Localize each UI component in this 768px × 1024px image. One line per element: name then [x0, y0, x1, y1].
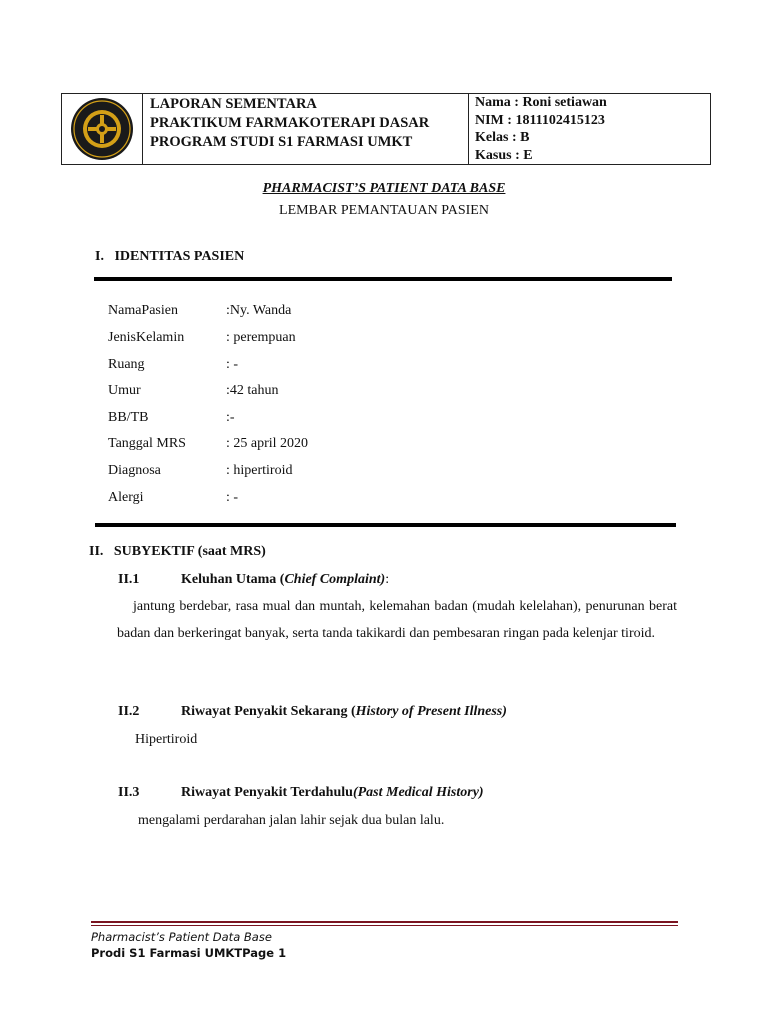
info-row-kasus: Kasus : E	[475, 147, 533, 163]
past-medical-history-text: mengalami perdarahan jalan lahir sejak dua bulan lalu.	[138, 813, 445, 828]
student-info-cell	[469, 94, 710, 164]
section-2-heading: II. SUBYEKTIF (saat MRS)	[89, 544, 266, 559]
info-row-nim: NIM : 1811102415123	[475, 112, 605, 128]
header-table	[61, 93, 711, 165]
report-title-line-2: PRAKTIKUM FARMAKOTERAPI DASAR	[150, 115, 430, 131]
section-1-bottom-rule	[95, 523, 676, 527]
footer-doc-name: Pharmacist’s Patient Data Base	[91, 930, 272, 944]
info-row-nama: Nama : Roni setiawan	[475, 95, 607, 110]
footer-rule-thin	[91, 925, 678, 926]
report-title-cell	[143, 94, 469, 164]
subsection-2-3-title: Riwayat Penyakit Terdahulu(Past Medical History)	[181, 785, 484, 800]
subsection-2-1-number: II.1	[118, 572, 140, 587]
logo-cell	[62, 94, 143, 164]
subsection-2-2-title: Riwayat Penyakit Sekarang (History of Present Illness)	[181, 704, 507, 719]
chief-complaint-text: jantung berdebar, rasa mual dan muntah, kelemahan badan (mudah kelelahan), penurunan berat badan dan berkeringat banyak, serta tanda takikardi dan pembesaran ringan pada kelenjar tiroid.	[117, 599, 677, 641]
present-illness-text: Hipertiroid	[135, 732, 198, 747]
document-title: PHARMACIST’S PATIENT DATA BASE	[262, 181, 506, 196]
subsection-2-3-number: II.3	[118, 785, 140, 800]
section-1-top-rule	[94, 277, 672, 281]
report-title-line-1: LAPORAN SEMENTARA	[150, 96, 317, 112]
subsection-2-2-number: II.2	[118, 704, 140, 719]
university-logo-icon	[70, 97, 134, 161]
info-row-kelas: Kelas : B	[475, 130, 530, 145]
document-subtitle: LEMBAR PEMANTAUAN PASIEN	[279, 203, 489, 218]
section-1-heading: I. IDENTITAS PASIEN	[95, 249, 245, 264]
subsection-2-1-title: Keluhan Utama (Chief Complaint):	[181, 572, 390, 587]
report-title-line-3: PROGRAM STUDI S1 FARMASI UMKT	[150, 134, 413, 150]
footer-page-info: Prodi S1 Farmasi UMKTPage 1	[91, 946, 287, 960]
footer-rule-thick	[91, 921, 678, 923]
